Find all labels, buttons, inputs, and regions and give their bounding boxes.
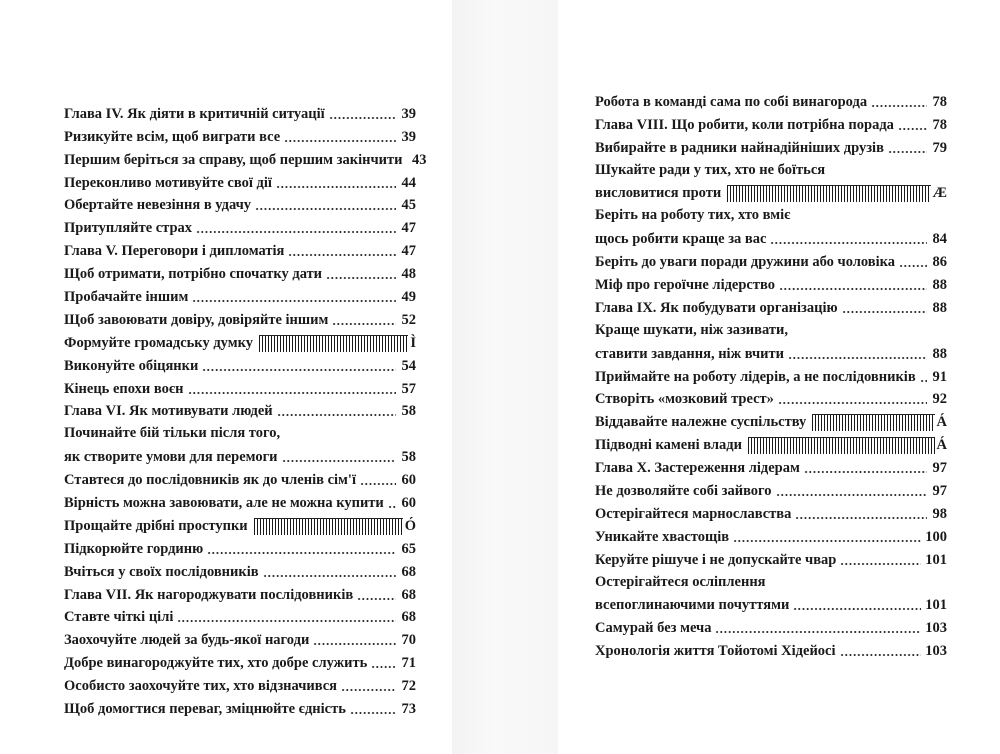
dot-leader <box>202 362 396 372</box>
toc-entry <box>64 536 416 559</box>
dot-leader <box>778 395 927 405</box>
toc-entry-title: Робота в команді сама по собі винагорода <box>595 93 868 110</box>
dot-leader <box>341 682 396 692</box>
toc-entry-title: Остерігайтеся марнославства <box>595 505 792 522</box>
toc-entry-title: Особисто заохочуйте тих, хто відзначився <box>64 678 338 695</box>
toc-page-number: 49 <box>401 289 416 306</box>
table-of-contents-right <box>595 89 947 661</box>
toc-page-number: 65 <box>401 540 416 557</box>
toc-entry <box>595 478 947 501</box>
toc-entry <box>64 490 416 513</box>
toc-page-number: 97 <box>932 483 947 500</box>
toc-page-number: 71 <box>401 655 416 672</box>
toc-entry <box>595 135 947 158</box>
garbled-leader <box>748 437 935 454</box>
toc-entry <box>64 147 427 170</box>
dot-leader <box>360 476 396 486</box>
toc-entry-title: Остерігайтеся осліплення <box>595 573 766 590</box>
toc-entry-title: всепоглинаючими почуттями <box>595 597 790 614</box>
toc-page-number: Ó <box>404 517 416 534</box>
dot-leader <box>188 385 397 395</box>
toc-page-number: 39 <box>401 128 416 145</box>
toc-entry <box>64 444 416 467</box>
toc-entry-title: Ставтеся до послідовників як до членів сім'ї <box>64 472 356 489</box>
toc-page-number: 100 <box>925 528 947 545</box>
dot-leader <box>788 350 927 360</box>
left-page <box>0 0 452 754</box>
toc-entry-title: Глава VIII. Що робити, коли потрібна порада <box>595 116 894 133</box>
toc-entry <box>595 272 947 295</box>
toc-entry-title: Беріть на роботу тих, хто вміє <box>595 207 791 224</box>
toc-entry <box>595 455 947 478</box>
toc-entry <box>595 249 947 272</box>
toc-entry <box>595 432 947 455</box>
toc-entry-title: Починайте бій тільки після того, <box>64 425 281 442</box>
toc-entry-title: висловитися проти <box>595 185 722 202</box>
toc-page-number: 88 <box>932 277 947 294</box>
toc-entry <box>595 364 947 387</box>
toc-entry-title: Глава VII. Як нагороджувати послідовників <box>64 586 354 603</box>
dot-leader <box>795 510 927 520</box>
toc-entry-title: Щоб домогтися переваг, зміцнюйте єдність <box>64 701 346 718</box>
dot-leader <box>793 601 921 611</box>
toc-page-number: 78 <box>932 93 947 110</box>
toc-entry-title: Щоб завоювати довіру, довіряйте іншим <box>64 311 329 328</box>
toc-entry <box>64 376 416 399</box>
toc-page-number: Æ <box>932 185 947 202</box>
toc-entry <box>64 673 416 696</box>
toc-entry-title: ставити завдання, ніж вчити <box>595 345 785 362</box>
toc-entry-title: Уникайте хвастощів <box>595 528 730 545</box>
toc-page-number: 44 <box>401 174 416 191</box>
toc-entry <box>64 101 416 124</box>
toc-entry-title: Хронологія життя Тойотомі Хідейосі <box>595 643 836 660</box>
toc-entry <box>64 261 416 284</box>
toc-entry-title: щось робити краще за вас <box>595 231 767 248</box>
toc-entry <box>595 181 947 204</box>
toc-page-number: 101 <box>925 551 947 568</box>
toc-entry <box>595 387 947 410</box>
dot-leader <box>888 144 927 154</box>
toc-entry <box>595 615 947 638</box>
toc-entry-title: Вірність можна завоювати, але не можна купити <box>64 495 384 512</box>
toc-entry <box>64 307 416 330</box>
toc-page-number: 60 <box>401 495 416 512</box>
right-page <box>558 0 1000 754</box>
toc-page-number: 98 <box>932 505 947 522</box>
book-gutter <box>452 0 558 754</box>
toc-page-number: 68 <box>401 586 416 603</box>
toc-page-number: 92 <box>932 391 947 408</box>
dot-leader <box>192 293 396 303</box>
dot-leader <box>332 316 396 326</box>
toc-entry <box>595 295 947 318</box>
toc-entry-title: Пробачайте іншим <box>64 289 189 306</box>
toc-page-number: 43 <box>412 151 427 168</box>
toc-entry <box>64 513 416 536</box>
toc-page-number: 68 <box>401 609 416 626</box>
toc-entry <box>64 696 416 719</box>
toc-entry <box>64 399 416 422</box>
toc-page-number: 54 <box>401 357 416 374</box>
toc-entry-title: як створите умови для перемоги <box>64 449 278 466</box>
toc-entry-title: Кінець епохи воєн <box>64 380 184 397</box>
toc-page-number: 73 <box>401 701 416 718</box>
garbled-leader <box>727 185 930 202</box>
toc-page-number: Á <box>936 414 947 431</box>
toc-entry <box>595 226 947 249</box>
dot-leader <box>871 98 927 108</box>
toc-entry <box>64 353 416 376</box>
toc-entry-title: Беріть до уваги поради дружини або чоловіка <box>595 254 896 271</box>
toc-entry <box>64 170 416 193</box>
toc-entry-title: Приймайте на роботу лідерів, а не послідовників <box>595 368 916 385</box>
dot-leader <box>284 133 396 143</box>
toc-entry-title: Міф про героїчне лідерство <box>595 277 775 294</box>
toc-entry <box>595 570 947 593</box>
toc-entry-title: Вчіться у своїх послідовників <box>64 563 259 580</box>
toc-entry <box>595 341 947 364</box>
toc-page-number: Ì <box>410 334 416 351</box>
toc-page-number: 57 <box>401 380 416 397</box>
toc-entry-title: Добре винагороджуйте тих, хто добре служить <box>64 655 368 672</box>
toc-entry-title: Керуйте рішуче і не допускайте чвар <box>595 551 837 568</box>
toc-entry <box>595 501 947 524</box>
toc-page-number: 48 <box>401 266 416 283</box>
dot-leader <box>804 464 927 474</box>
toc-entry <box>64 467 416 490</box>
toc-entry <box>64 124 416 147</box>
toc-entry <box>595 547 947 570</box>
dot-leader <box>388 499 396 509</box>
toc-page-number: 88 <box>932 345 947 362</box>
toc-entry <box>595 112 947 135</box>
toc-entry <box>64 627 416 650</box>
toc-entry-title: Створіть «мозковий трест» <box>595 391 774 408</box>
toc-entry-title: Віддавайте належне суспільству <box>595 414 807 431</box>
dot-leader <box>207 545 396 555</box>
toc-entry <box>64 238 416 261</box>
toc-entry <box>595 593 947 616</box>
dot-leader <box>898 121 927 131</box>
toc-entry <box>595 638 947 661</box>
toc-page-number: 58 <box>401 403 416 420</box>
toc-entry-title: Притупляйте страх <box>64 220 193 237</box>
toc-entry <box>595 203 947 226</box>
toc-entry <box>64 193 416 216</box>
toc-entry <box>64 559 416 582</box>
toc-entry-title: Самурай без меча <box>595 620 712 637</box>
dot-leader <box>357 591 396 601</box>
garbled-leader <box>812 414 934 431</box>
toc-page-number: 84 <box>932 231 947 248</box>
toc-entry-title: Формуйте громадську думку <box>64 334 253 351</box>
dot-leader <box>776 487 927 497</box>
table-of-contents-left <box>64 101 427 719</box>
toc-entry-title: Глава IV. Як діяти в критичній ситуації <box>64 105 325 122</box>
toc-entry <box>64 330 416 353</box>
dot-leader <box>715 624 921 634</box>
toc-entry-title: Підводні камені влади <box>595 437 742 454</box>
dot-leader <box>326 270 396 280</box>
toc-page-number: 103 <box>925 620 947 637</box>
toc-entry-title: Прощайте дрібні проступки <box>64 517 248 534</box>
garbled-leader <box>254 518 403 535</box>
toc-page-number: 101 <box>925 597 947 614</box>
toc-entry-title: Обертайте невезіння в удачу <box>64 197 252 214</box>
toc-entry-title: Заохочуйте людей за будь-якої нагоди <box>64 632 310 649</box>
dot-leader <box>329 110 396 120</box>
toc-entry-title: Шукайте ради у тих, хто не боїться <box>595 161 826 178</box>
toc-entry <box>64 605 416 628</box>
dot-leader <box>263 568 396 578</box>
toc-page-number: 72 <box>401 678 416 695</box>
dot-leader <box>288 247 396 257</box>
toc-page-number: 70 <box>401 632 416 649</box>
toc-entry <box>64 421 416 444</box>
toc-page-number: 68 <box>401 563 416 580</box>
toc-entry <box>64 284 416 307</box>
toc-page-number: Á <box>936 437 947 454</box>
toc-entry <box>64 650 416 673</box>
dot-leader <box>276 179 396 189</box>
dot-leader <box>177 613 396 623</box>
toc-page-number: 58 <box>401 449 416 466</box>
dot-leader <box>255 201 396 211</box>
toc-entry <box>595 89 947 112</box>
toc-page-number: 47 <box>401 220 416 237</box>
toc-page-number: 79 <box>932 139 947 156</box>
toc-entry-title: Не дозволяйте собі зайвого <box>595 483 772 500</box>
dot-leader <box>282 453 396 463</box>
toc-page-number: 39 <box>401 105 416 122</box>
toc-entry-title: Глава VI. Як мотивувати людей <box>64 403 273 420</box>
toc-entry <box>595 158 947 181</box>
toc-entry <box>595 318 947 341</box>
toc-page-number: 45 <box>401 197 416 214</box>
dot-leader <box>277 407 396 417</box>
toc-entry-title: Ставте чіткі цілі <box>64 609 174 626</box>
toc-entry-title: Краще шукати, ніж зазивати, <box>595 321 788 338</box>
dot-leader <box>840 556 921 566</box>
toc-entry-title: Вибирайте в радники найнадійніших друзів <box>595 139 884 156</box>
toc-entry-title: Глава IX. Як побудувати організацію <box>595 299 838 316</box>
toc-entry-title: Глава X. Застереження лідерам <box>595 460 800 477</box>
toc-entry <box>64 582 416 605</box>
dot-leader <box>899 258 927 268</box>
toc-page-number: 86 <box>932 254 947 271</box>
toc-entry-title: Підкорюйте гординю <box>64 540 204 557</box>
dot-leader <box>733 533 921 543</box>
toc-page-number: 97 <box>932 460 947 477</box>
toc-page-number: 47 <box>401 243 416 260</box>
toc-entry-title: Ризикуйте всім, щоб виграти все <box>64 128 281 145</box>
toc-entry-title: Виконуйте обіцянки <box>64 357 199 374</box>
dot-leader <box>770 235 927 245</box>
toc-page-number: 103 <box>925 643 947 660</box>
toc-page-number: 60 <box>401 472 416 489</box>
dot-leader <box>920 373 927 383</box>
toc-page-number: 88 <box>932 299 947 316</box>
dot-leader <box>313 636 396 646</box>
dot-leader <box>842 304 927 314</box>
toc-page-number: 78 <box>932 116 947 133</box>
dot-leader <box>371 659 396 669</box>
garbled-leader <box>259 335 408 352</box>
dot-leader <box>779 281 927 291</box>
toc-entry <box>595 524 947 547</box>
toc-entry-title: Першим беріться за справу, щоб першим закінчити <box>64 151 403 168</box>
toc-entry <box>595 409 947 432</box>
dot-leader <box>196 224 396 234</box>
toc-page-number: 52 <box>401 311 416 328</box>
toc-entry-title: Глава V. Переговори і дипломатія <box>64 243 285 260</box>
toc-entry <box>64 215 416 238</box>
toc-entry-title: Щоб отримати, потрібно спочатку дати <box>64 266 323 283</box>
dot-leader <box>350 705 396 715</box>
dot-leader <box>840 647 922 657</box>
toc-page-number: 91 <box>932 368 947 385</box>
toc-entry-title: Переконливо мотивуйте свої дії <box>64 174 272 191</box>
